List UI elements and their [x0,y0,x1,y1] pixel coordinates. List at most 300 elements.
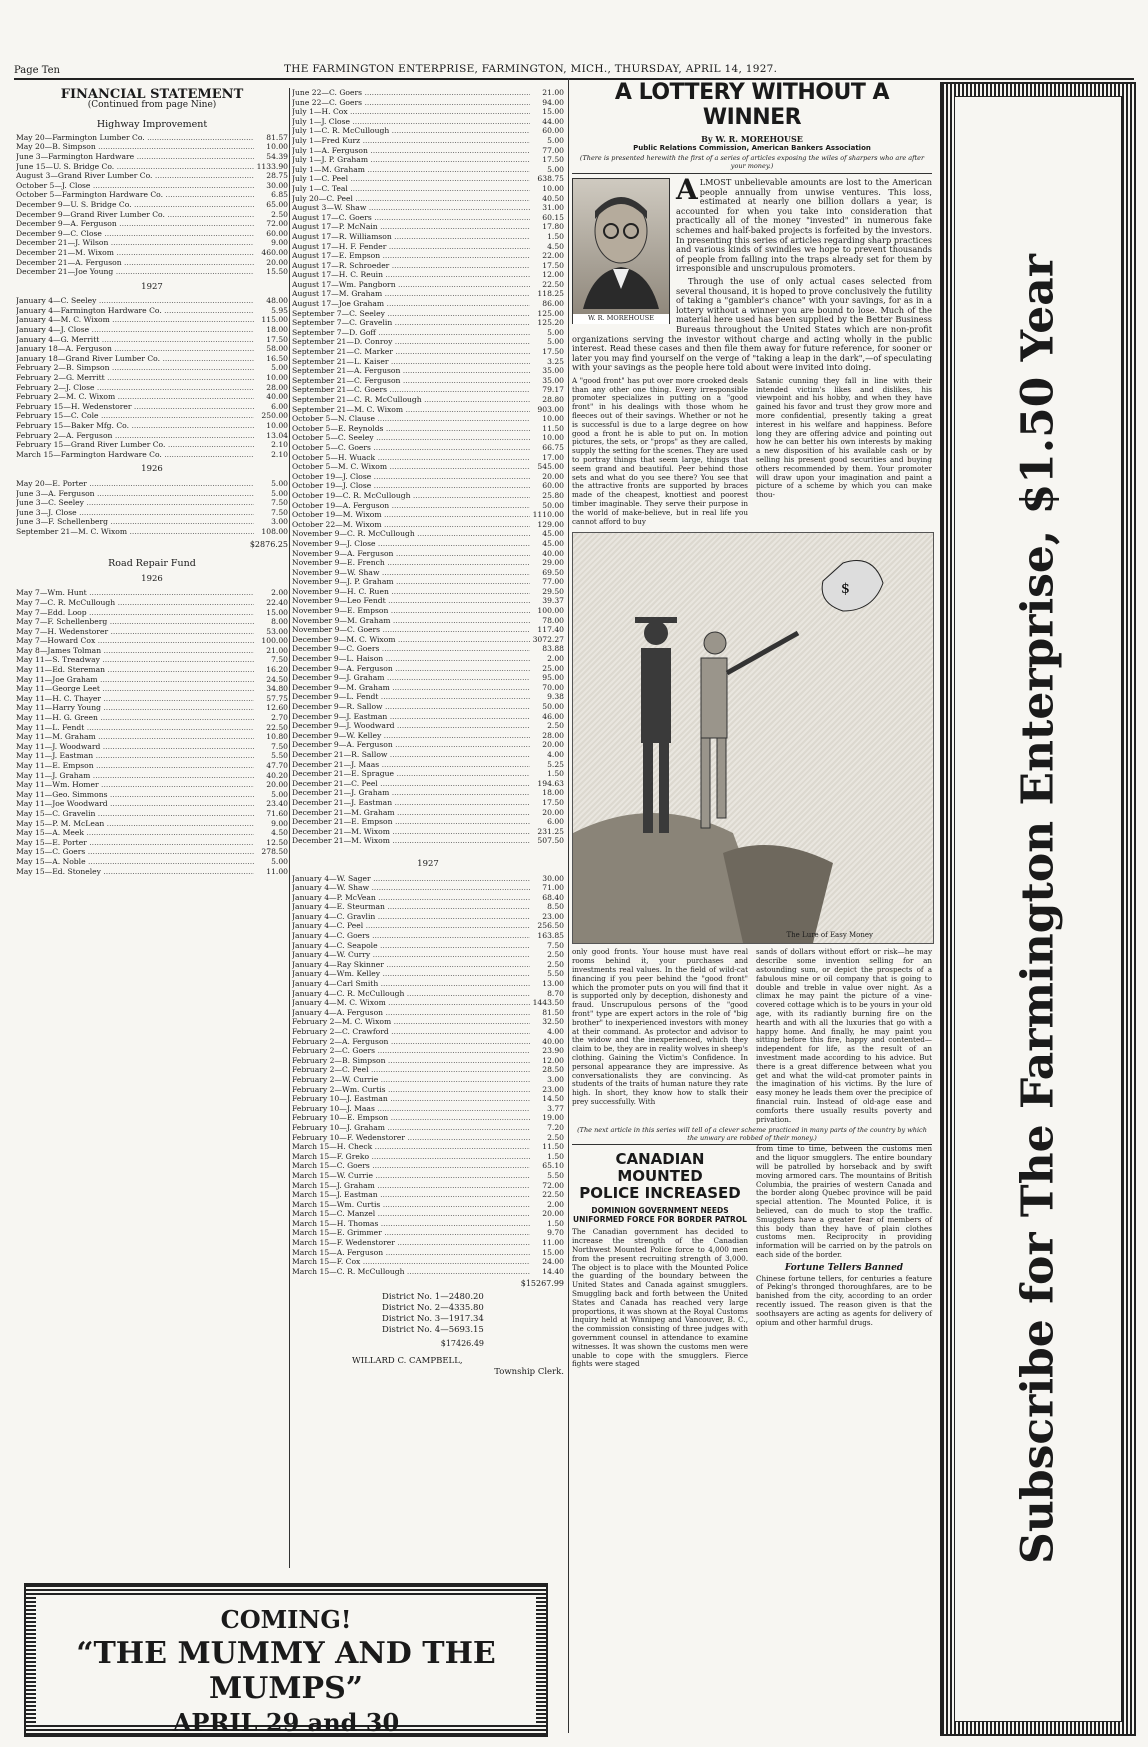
ledger-row [292,395,564,405]
ledger-amount: 8.70 [547,988,564,998]
ledger-row [292,1113,564,1123]
ledger-payee: January 4—M. C. Wixom ..... [16,315,254,325]
ledger-row [292,549,564,559]
ledger-payee: May 7—Wm. Hunt ..... [16,588,254,598]
drop-cap: A [676,173,698,206]
ledger-payee: May 7—F. Schellenberg ..... [16,617,254,627]
ledger-row [292,731,564,741]
ledger-amount: 60.15 [542,212,564,222]
ledger-amount: 4.50 [547,241,564,251]
ledger-payee: January 4—M. C. Wixom ..... [292,998,530,1008]
canadian-subhead: DOMINION GOVERNMENT NEEDS UNIFORMED FORCE FOR BORDER PATROL [573,1206,747,1225]
ledger-amount: 903.00 [537,404,564,414]
year-label: 1927 [417,858,439,869]
ledger-row [292,1027,564,1037]
ledger-row [292,270,564,280]
ledger-amount: 5.00 [547,164,564,174]
ledger-payee: December 9—A. Ferguson ..... [16,219,254,229]
ledger-amount: 256.50 [537,921,564,931]
ledger-amount: 95.00 [542,673,564,683]
ledger-amount: 35.00 [542,366,564,376]
ledger-amount: 70.00 [542,682,564,692]
ledger-amount: 5.00 [271,363,288,373]
ledger-row [16,761,288,771]
ledger-row [292,941,564,951]
article-byline: By W. R. MOREHOUSE [701,134,803,144]
ledger-amount: 40.00 [542,548,564,558]
ledger-amount: 20.00 [542,471,564,481]
ledger-payee: March 15—J. Graham ..... [292,1181,530,1191]
ledger-payee: February 2—A. Ferguson ..... [292,1037,530,1047]
ledger-payee: December 21—M. Graham ..... [292,808,530,818]
ledger-row [292,979,564,989]
ledger-row [292,664,564,674]
ledger-row [292,750,564,760]
ledger-continued-column [292,88,564,1378]
ledger-row [292,251,564,261]
ledger-amount: 94.00 [542,97,564,107]
ledger-payee: May 7—C. R. McCullough ..... [16,598,254,608]
canadian-headline-2: POLICE INCREASED [579,1184,741,1203]
article-left-column: A "good front" has put over more crooked deals than any other one thing. Every irresponsible promoter specializes in putting on a "good front" in his dealings with those whom he fleeces out of their savings. Whether or not he is successful is due to a large degree on how good a front he is able to put on. In motion pictures, the sets, or "props" as they are called, supply the setting for the scenes. They are used to portray things that seem large, things that seem grand and beautiful. Peer behind those sets and what do you see there? You see that the attractive fronts are supported by braces made of the cheapest, knottiest and poorest timber imaginable. They serve their purpose in the world of make-believe, but in real life you cannot afford to buy [572,375,748,526]
ledger-amount: 32.50 [542,1017,564,1027]
ledger-row [292,950,564,960]
ledger-row [16,354,288,364]
ledger-payee: February 15—Baker Mfg. Co. ..... [16,421,254,431]
ledger-amount: 28.75 [266,171,288,181]
ledger-amount: 17.50 [266,334,288,344]
ledger-amount: 25.80 [542,490,564,500]
ledger-row [292,1094,564,1104]
ledger-amount: 278.50 [261,847,288,857]
ledger-amount: 1.50 [547,769,564,779]
ledger-row [292,529,564,539]
ledger-row [292,165,564,175]
ledger-payee: September 21—A. Ferguson ..... [292,366,530,376]
ledger-payee: October 5—Farmington Hardware Co. ..... [16,190,254,200]
article-headline: A LOTTERY WITHOUT A WINNER [614,80,890,130]
ledger-row [292,242,564,252]
ledger-row [16,219,288,229]
ledger-row [292,510,564,520]
ledger-row [16,665,288,675]
ledger-row [292,1171,564,1181]
ledger-row [16,675,288,685]
ledger-payee: May 11—Wm. Homer ..... [16,780,254,790]
ledger-amount: 60.00 [542,481,564,491]
ledger-amount: 39.37 [542,596,564,606]
ledger-row [292,998,564,1008]
ledger-amount: 28.00 [266,382,288,392]
ledger-amount: 10.00 [266,142,288,152]
ledger-amount: 60.00 [542,126,564,136]
ledger-amount: 22.50 [542,1190,564,1200]
ledger-amount: 108.00 [261,526,288,536]
article-lower-right: sands of dollars without effort or risk—he may describe some invention selling for an astounding sum, or depict the prospects of a fabulous mine or oil company that is going to double and treble in value over night. As a climax he may paint the picture of a vine-covered cottage which is to be yours in your old age, with its radiantly burning fire on the hearth and with all the luxuries that go with a happy home. And finally, he may paint you sitting before this fire, happy and contented—independent for life, as the result of an investment made according to his advice. But there is a great difference between what you get and what the wild-cat promoter paints in the imagination of his victims. By the lure of easy money he leads them over the precipice of financial ruin. Instead of old-age ease and comforts there usually results poverty and privation. [756,947,932,1124]
ledger-row [292,280,564,290]
ledger-amount: 68.40 [542,892,564,902]
ledger-payee: October 19—J. Close ..... [292,481,530,491]
ledger-amount: 20.00 [542,1209,564,1219]
ledger-amount: 10.80 [266,732,288,742]
ledger-row [292,798,564,808]
ledger-payee: March 15—C. Manzel ..... [292,1209,530,1219]
ledger-payee: January 4—E. Steurman ..... [292,902,530,912]
ledger-payee: December 9—L. Fendt ..... [292,692,530,702]
ledger-payee: May 11—J. Woodward ..... [16,742,254,752]
ledger-row [292,1065,564,1075]
ledger-row [292,635,564,645]
ledger-payee: August 3—W. Shaw ..... [292,203,530,213]
ledger-amount: 3.00 [547,1074,564,1084]
ledger-amount: 7.50 [547,940,564,950]
ledger-amount: 3072.27 [532,634,564,644]
ledger-row [16,248,288,258]
ledger-amount: 72.00 [266,219,288,229]
ledger-row [292,1008,564,1018]
ledger-payee: May 11—S. Treadway ..... [16,655,254,665]
ledger-amount: 7.50 [271,498,288,508]
ledger-row [292,232,564,242]
ledger-payee: May 11—H. G. Green ..... [16,713,254,723]
ledger-row [292,769,564,779]
ledger-row [292,194,564,204]
ledger-row [16,325,288,335]
ledger-payee: May 15—P. M. McLean ..... [16,819,254,829]
ledger-row [292,654,564,664]
ledger-payee: January 4—A. Ferguson ..... [292,1008,530,1018]
ledger-payee: May 11—Joe Graham ..... [16,675,254,685]
ledger-amount: 30.00 [266,180,288,190]
ledger-payee: August 17—E. Empson ..... [292,251,530,261]
ledger-row [292,921,564,931]
ledger-row [292,989,564,999]
ledger-payee: February 15—C. Cole ..... [16,411,254,421]
ledger-payee: October 5—H. Wuack ..... [292,453,530,463]
ledger-row [16,421,288,431]
ledger-payee: March 15—F. Cox ..... [292,1257,530,1267]
ledger-row [292,1267,564,1277]
ledger-row [292,1161,564,1171]
ledger-payee: July 1—C. R. McCullough ..... [292,126,530,136]
ledger-row [16,790,288,800]
ledger-payee: May 7—H. Wedenstorer ..... [16,627,254,637]
ledger-amount: 16.20 [266,665,288,675]
ledger-payee: January 4—W. Sager ..... [292,874,530,884]
ledger-amount: 53.00 [266,626,288,636]
canadian-right [756,1145,932,1369]
ledger-payee: March 15—F. Wedenstorer ..... [292,1238,530,1248]
ledger-amount: 22.40 [266,597,288,607]
ledger-row [16,508,288,518]
ledger-payee: November 9—J. Close ..... [292,539,530,549]
ledger-payee: November 9—A. Ferguson ..... [292,549,530,559]
ledger-row [292,808,564,818]
ledger-payee: February 2—Wm. Curtis ..... [292,1085,530,1095]
ledger-payee: January 4—C. Seapole ..... [292,941,530,951]
ledger-row [16,479,288,489]
ledger-payee: August 17—Wm. Pangborn ..... [292,280,530,290]
ledger-amount: 22.00 [542,251,564,261]
ledger-amount: 2.10 [271,449,288,459]
ledger-amount: 5.50 [547,969,564,979]
ledger-amount: 2.50 [547,950,564,960]
ledger-payee: November 9—H. C. Ruen ..... [292,587,530,597]
ledger-row [16,780,288,790]
ledger-row [16,732,288,742]
ledger-payee: November 9—C. R. McCullough ..... [292,529,530,539]
ledger-row [292,539,564,549]
ledger-payee: November 9—M. Graham ..... [292,616,530,626]
ledger-payee: July 1—A. Ferguson ..... [292,146,530,156]
ledger-row [16,608,288,618]
ledger-amount: 20.00 [542,740,564,750]
ledger-amount: 9.38 [547,692,564,702]
next-article-note: (The next article in this series will tell of a clever scheme practiced in many parts of the country by which the unwary are robbed of their money.) [572,1124,932,1145]
ledger-payee: October 22—M. Wixom ..... [292,520,530,530]
ledger-row [292,1046,564,1056]
highway-ledger-1926 [16,479,288,537]
ledger-amount: 50.00 [542,702,564,711]
ledger-payee: January 4—C. Goers ..... [292,931,530,941]
year-label: 1927 [141,281,163,292]
ledger-payee: January 4—P. McVean ..... [292,893,530,903]
ledger-amount: 2.70 [271,713,288,723]
ledger-amount: 40.00 [266,392,288,402]
ledger-row [16,617,288,627]
ledger-row [292,1152,564,1162]
ledger-amount: 66.75 [542,442,564,452]
ledger-row [16,267,288,277]
ledger-payee: May 11—J. Graham ..... [16,771,254,781]
ledger-amount: 5.95 [271,305,288,315]
canadian-section [572,1145,932,1369]
ledger-amount: 6.85 [271,190,288,200]
article-lead: LMOST unbelievable amounts are lost to the American people annually from unwise ventures. This loss, estimated at nearly one billion dollars a year, is accounted for when you take into consideration that practically all of the money "invested" in numerous fake schemes and half-baked projects is forfeited by the investors. In presenting this series of articles regarding sharp practices and various kinds of swindles we hope to prevent thousands of people from falling into the traps already set for them by irresponsible and unscrupulous promoters. [676,177,932,274]
ledger-payee: February 10—J. Graham ..... [292,1123,530,1133]
ledger-row [292,931,564,941]
ledger-payee: October 5—J. Close ..... [16,181,254,191]
article-byline-title: Public Relations Commission, American Bankers Association [633,144,871,152]
ledger-amount: 5.50 [547,1170,564,1180]
ledger-payee: December 9—L. Haison ..... [292,654,530,664]
district-line: District No. 2—4335.80 [382,1303,484,1314]
fortune-headline: Fortune Tellers Banned [784,1262,904,1273]
ledger-row [16,847,288,857]
ledger-payee: June 3—C. Seeley ..... [16,498,254,508]
ledger-payee: December 21—J. Eastman ..... [292,798,530,808]
ledger-payee: March 15—C. R. McCullough ..... [292,1267,530,1277]
ledger-amount: 507.50 [537,836,564,846]
ledger-row [292,606,564,616]
ledger-payee: August 17—R. Williamson ..... [292,232,530,242]
show-dates: APRIL 29 and 30 [172,1708,400,1737]
ledger-row [292,1257,564,1267]
ledger-payee: January 4—Wm. Kelley ..... [292,969,530,979]
ledger-row [292,616,564,626]
ledger-amount: 7.50 [271,655,288,665]
ledger-amount: 100.00 [261,636,288,646]
ledger-row [16,402,288,412]
ledger-row [292,174,564,184]
ledger-row [292,155,564,165]
ledger-amount: 17.80 [542,222,564,232]
ledger-amount: 71.00 [542,883,564,893]
ledger-payee: October 5—E. Reynolds ..... [292,424,530,434]
ledger-row [16,440,288,450]
ledger-payee: March 15—C. Goers ..... [292,1161,530,1171]
ledger-row [16,335,288,345]
ledger-payee: December 21—Joe Young ..... [16,267,254,277]
article-body [572,173,932,373]
article-right-column: Satanic cunning they fall in line with their intended victim's likes and dislikes, his viewpoint and his hobby, and when they have gained his favor and trust they grow more and more confidential, presently taking a great interest in his welfare and happiness. Before long they are offering advice and pointing out how he can better his own interests by making a new disposition of his available cash or by selling his present good securities and buying others recommended by them. Your promoter will draw upon your imagination and paint a picture of a scheme by which you can make thou- [756,375,932,500]
ledger-amount: 46.00 [542,711,564,721]
ledger-row [16,200,288,210]
ledger-amount: 118.25 [537,289,564,299]
ledger-row [16,229,288,239]
ledger-amount: 29.50 [542,586,564,596]
canadian-headline-1: CANADIAN MOUNTED [615,1150,705,1186]
ledger-payee: August 17—H. F. Fender ..... [292,242,530,252]
ledger-amount: 34.80 [266,684,288,694]
ledger-payee: July 1—J. P. Graham ..... [292,155,530,165]
ledger-amount: 15.00 [542,1247,564,1257]
ledger-row [292,443,564,453]
ledger-amount: 23.90 [542,1046,564,1056]
column-rule [289,88,290,1568]
ledger-amount: 250.00 [261,411,288,421]
ledger-amount: 11.00 [542,1238,564,1248]
coming-ad-inner [36,1595,536,1737]
ledger-row [292,1219,564,1229]
ledger-payee: October 5—C. Seeley ..... [292,433,530,443]
ledger-amount: 5.25 [547,759,564,769]
ledger-row [292,289,564,299]
ledger-row [292,357,564,367]
ledger-payee: May 11—Ed. Stereman ..... [16,665,254,675]
ledger-amount: 22.50 [542,279,564,289]
ledger-payee: January 4—W. Shaw ..... [292,883,530,893]
ledger-payee: February 2—M. C. Wixom ..... [292,1017,530,1027]
ledger-amount: 5.50 [271,751,288,761]
ledger-row [16,190,288,200]
ledger-amount: 5.00 [271,488,288,498]
financial-subtitle: (Continued from page Nine) [87,99,217,110]
ledger-amount: 17.50 [542,797,564,807]
ledger-amount: 6.00 [547,817,564,827]
ledger-amount: 231.25 [537,826,564,836]
ledger-payee: May 8—James Tolman ..... [16,646,254,656]
ledger-payee: February 2—A. Ferguson ..... [16,431,254,441]
ledger-amount: 9.00 [271,818,288,828]
ledger-amount: 18.00 [266,325,288,335]
ledger-payee: October 5—M. C. Wixom ..... [292,462,530,472]
ledger-amount: 5.00 [547,327,564,337]
ledger-row [292,376,564,386]
canadian-body-right: from time to time, between the customs men and the liquor smugglers. The entire boundary will be patrolled by horseback and by swift moving armored cars. The mountains of British Columbia, the prairies of western Canada and the border along Quebec province will be paid special attention. The Mounted Police, it is believed, can do much to stop the traffic. Smugglers have a greater fear of members of this body than they have of plain clothes customs men. Reciprocity in providing information will be carried on by the patrols on each side of the border. [756,1144,932,1259]
ledger-amount: 79.17 [542,385,564,395]
year-label: 1926 [141,573,163,584]
ledger-payee: December 9—M. Graham ..... [292,683,530,693]
ledger-payee: December 21—J. Graham ..... [292,788,530,798]
ledger-row [16,646,288,656]
portrait-image [573,179,669,309]
ledger-amount: 117.40 [537,625,564,635]
ledger-amount: 10.00 [266,421,288,430]
ledger-amount: 12.60 [266,703,288,713]
ledger-row [292,117,564,127]
ledger-row [292,644,564,654]
ledger-row [292,827,564,837]
ledger-row [292,184,564,194]
ledger-row [292,702,564,712]
ledger-payee: May 11—Joe Woodward ..... [16,799,254,809]
district-line: District No. 1—2480.20 [382,1292,484,1303]
ledger-amount: 77.00 [542,145,564,155]
ledger-row [292,146,564,156]
ledger-row [16,411,288,421]
ledger-row [292,98,564,108]
ledger-amount: 2.00 [547,1199,564,1209]
road-repair-heading: Road Repair Fund [108,558,196,570]
ledger-row [292,779,564,789]
ledger-amount: 2.10 [271,440,288,450]
ledger-payee: March 15—H. Thomas ..... [292,1219,530,1229]
financial-title: FINANCIAL STATEMENT [60,87,244,102]
ledger-amount: 460.00 [261,247,288,257]
ledger-payee: February 15—H. Wedenstorer ..... [16,402,254,412]
ledger-row [16,857,288,867]
portrait-caption: W. R. MOREHOUSE [573,314,669,324]
ledger-row [16,296,288,306]
ledger-amount: 4.00 [547,1027,564,1036]
ledger-row [292,883,564,893]
ledger-amount: 10.00 [542,414,564,424]
ledger-amount: 28.80 [542,395,564,404]
ledger-amount: 83.88 [542,644,564,654]
ledger-payee: May 15—E. Porter ..... [16,838,254,848]
ledger-payee: November 9—E. Empson ..... [292,606,530,616]
ledger-amount: 16.50 [266,353,288,363]
ledger-row [292,213,564,223]
ledger-row [292,712,564,722]
ledger-amount: 17.50 [542,347,564,357]
subscribe-ad-text: Subscribe for The Farmington Enterprise, $1.50 Year [1012,254,1064,1564]
ledger-row [16,694,288,704]
ledger-amount: 71.60 [266,808,288,818]
ledger-row [292,462,564,472]
ledger-row [292,874,564,884]
ledger-amount: 1.50 [547,231,564,241]
ledger-payee: May 7—Howard Cox ..... [16,636,254,646]
ledger-payee: July 1—M. Graham ..... [292,165,530,175]
ledger-amount: 23.40 [266,799,288,809]
ledger-payee: May 20—E. Porter ..... [16,479,254,489]
ad-inner [954,96,1122,1722]
ledger-row [292,721,564,731]
ledger-row [16,636,288,646]
ledger-amount: 45.00 [542,538,564,548]
ledger-row [16,171,288,181]
ledger-payee: January 4—G. Merritt ..... [16,335,254,345]
fortune-body: Chinese fortune tellers, for centuries a feature of Peking's thronged thoroughfares, are to be banished from the city, according to an order recently issued. The reason given is that the soothsayers are acting as agents for delivery of opium and other harmful drugs. [756,1273,932,1327]
ledger-payee: June 3—Farmington Hardware ..... [16,152,254,162]
ledger-row [16,489,288,499]
ledger-payee: December 21—M. Wixom ..... [292,827,530,837]
ledger-payee: September 21—L. Kaiser ..... [292,357,530,367]
ledger-row [292,1123,564,1133]
ledger-payee: September 21—D. Conroy ..... [292,337,530,347]
